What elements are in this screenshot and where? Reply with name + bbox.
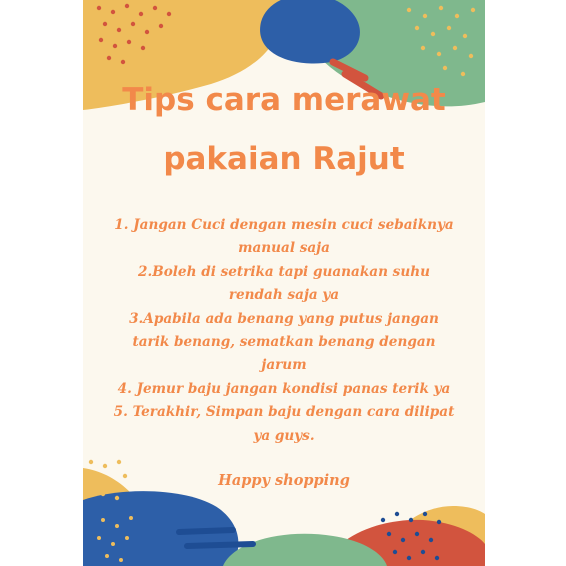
tip-line: rendah saja ya [228,287,340,304]
top-blue-blob [260,0,360,63]
closing-text: Happy shopping [218,472,350,489]
tip-line: manual saja [238,240,330,257]
tips-list [83,214,485,448]
poster-title-line-1: Tips cara merawat [122,82,446,118]
tip-line: 3.Apabila ada benang yang putus jangan [129,310,439,327]
poster-title-line-2: pakaian Rajut [163,141,405,177]
tip-line: 5. Terakhir, Simpan baju dengan cara dilipat [113,404,455,421]
poster [83,0,485,566]
tip-line: tarik benang, sematkan benang dengan [132,334,436,351]
tip-line: 2.Boleh di setrika tapi guanakan suhu [138,263,430,280]
tip-line: ya guys. [253,427,315,444]
tip-line: jarum [261,357,307,374]
tip-line: 4. Jemur baju jangan kondisi panas terik ya [117,380,451,397]
tip-line: 1. Jangan Cuci dengan mesin cuci sebaiknya [114,217,454,233]
